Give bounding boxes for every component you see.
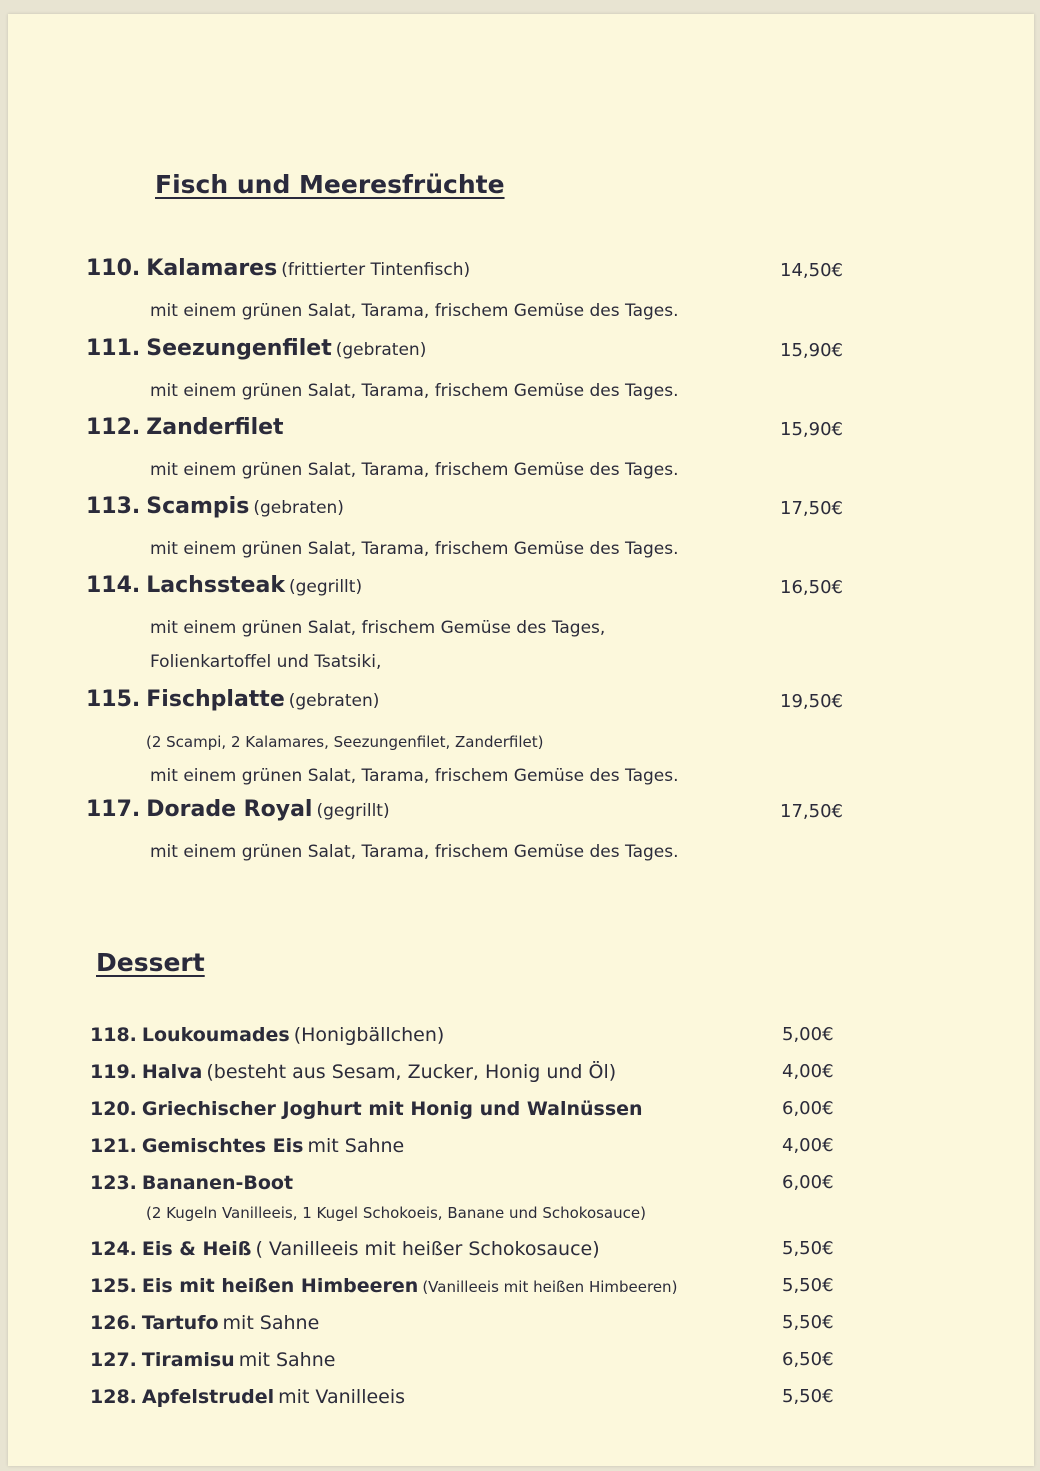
item-note: (gebraten) <box>335 340 427 360</box>
dessert-section-heading: Dessert <box>96 948 205 977</box>
item-name: Tartufo <box>141 1312 219 1334</box>
item-note: (frittierter Tintenfisch) <box>281 260 471 280</box>
menu-item <box>86 687 866 793</box>
item-price: 15,90€ <box>780 340 843 361</box>
menu-item <box>86 573 866 679</box>
item-description: mit einem grünen Salat, Tarama, frischem Gemüse des Tages. <box>150 766 679 786</box>
item-price: 17,50€ <box>780 498 843 519</box>
item-name: Gemischtes Eis <box>141 1135 304 1157</box>
item-note: (Vanilleeis mit heißen Himbeeren) <box>422 1278 678 1296</box>
item-description: (2 Kugeln Vanilleeis, 1 Kugel Schokoeis, Banane und Schokosauce) <box>146 1204 646 1222</box>
item-number: 128. <box>90 1386 137 1408</box>
item-note: (gegrillt) <box>288 577 363 597</box>
item-note: (besteht aus Sesam, Zucker, Honig und Öl) <box>206 1061 617 1083</box>
dessert-list <box>90 1024 870 1423</box>
menu-item <box>90 1098 870 1135</box>
item-number: 123. <box>90 1172 137 1194</box>
item-number: 124. <box>90 1238 137 1260</box>
menu-item <box>90 1275 870 1312</box>
item-name: Lachssteak <box>146 573 285 598</box>
menu-item <box>86 797 866 869</box>
item-description: mit einem grünen Salat, Tarama, frischem Gemüse des Tages. <box>150 460 679 480</box>
item-number: 113. <box>86 494 141 519</box>
item-price: 5,50€ <box>782 1386 834 1407</box>
item-note: mit Sahne <box>307 1135 405 1157</box>
item-number: 125. <box>90 1275 137 1297</box>
item-description: Folienkartoffel und Tsatsiki, <box>150 652 382 672</box>
item-number: 120. <box>90 1098 137 1120</box>
item-price: 5,50€ <box>782 1312 834 1333</box>
item-number: 118. <box>90 1024 137 1046</box>
item-description: mit einem grünen Salat, Tarama, frischem Gemüse des Tages. <box>150 539 679 559</box>
item-price: 5,50€ <box>782 1238 834 1259</box>
item-name: Eis & Heiß <box>141 1238 252 1260</box>
item-price: 14,50€ <box>780 260 843 281</box>
item-note: mit Vanilleeis <box>278 1386 406 1408</box>
item-price: 6,00€ <box>782 1172 834 1193</box>
menu-item <box>86 336 866 408</box>
item-note: (Honigbällchen) <box>293 1024 445 1046</box>
item-name: Scampis <box>146 494 250 519</box>
item-price: 4,00€ <box>782 1061 834 1082</box>
item-number: 117. <box>86 797 141 822</box>
item-number: 110. <box>86 256 141 281</box>
menu-item <box>90 1238 870 1275</box>
item-price: 16,50€ <box>780 577 843 598</box>
menu-item <box>86 256 866 328</box>
item-price: 15,90€ <box>780 419 843 440</box>
item-name: Halva <box>141 1061 203 1083</box>
item-price: 6,00€ <box>782 1098 834 1119</box>
fish-section-heading: Fisch und Meeresfrüchte <box>155 170 505 199</box>
item-number: 119. <box>90 1061 137 1083</box>
item-price: 19,50€ <box>780 691 843 712</box>
item-number: 121. <box>90 1135 137 1157</box>
item-description: mit einem grünen Salat, Tarama, frischem Gemüse des Tages. <box>150 842 679 862</box>
item-description: mit einem grünen Salat, frischem Gemüse des Tages, <box>150 618 606 638</box>
item-name: Bananen-Boot <box>141 1172 294 1194</box>
menu-item <box>90 1386 870 1423</box>
item-price: 4,00€ <box>782 1135 834 1156</box>
item-name: Tiramisu <box>141 1349 235 1371</box>
item-price: 17,50€ <box>780 801 843 822</box>
item-number: 127. <box>90 1349 137 1371</box>
menu-item <box>90 1312 870 1349</box>
item-name: Kalamares <box>146 256 278 281</box>
item-name: Dorade Royal <box>146 797 313 822</box>
item-description: mit einem grünen Salat, Tarama, frischem Gemüse des Tages. <box>150 301 679 321</box>
menu-item <box>90 1349 870 1386</box>
menu-item <box>90 1024 870 1061</box>
item-number: 112. <box>86 415 141 440</box>
menu-item <box>86 415 866 487</box>
item-note: mit Sahne <box>222 1312 320 1334</box>
item-note: (gegrillt) <box>316 801 390 821</box>
menu-item <box>90 1135 870 1172</box>
item-number: 115. <box>86 687 141 712</box>
item-price: 5,50€ <box>782 1275 834 1296</box>
menu-item <box>90 1061 870 1098</box>
item-description: mit einem grünen Salat, Tarama, frischem Gemüse des Tages. <box>150 381 679 401</box>
item-note: mit Sahne <box>238 1349 336 1371</box>
menu-item <box>90 1172 870 1204</box>
item-number: 126. <box>90 1312 137 1334</box>
item-name: Seezungenfilet <box>146 336 332 361</box>
item-number: 114. <box>86 573 141 598</box>
item-name: Fischplatte <box>146 687 285 712</box>
item-note: (gebraten) <box>288 691 380 711</box>
menu-item <box>86 494 866 566</box>
item-price: 5,00€ <box>782 1024 834 1045</box>
item-description: (2 Scampi, 2 Kalamares, Seezungenfilet, Zanderfilet) <box>146 733 544 751</box>
item-name: Loukoumades <box>141 1024 290 1046</box>
item-note: (gebraten) <box>253 498 344 518</box>
item-name: Apfelstrudel <box>141 1386 275 1408</box>
item-name: Zanderfilet <box>146 415 284 440</box>
item-note: ( Vanilleeis mit heißer Schokosauce) <box>255 1238 600 1260</box>
item-name: Eis mit heißen Himbeeren <box>141 1275 419 1297</box>
item-price: 6,50€ <box>782 1349 834 1370</box>
item-number: 111. <box>86 336 141 361</box>
item-name: Griechischer Joghurt mit Honig und Walnüssen <box>141 1098 643 1120</box>
